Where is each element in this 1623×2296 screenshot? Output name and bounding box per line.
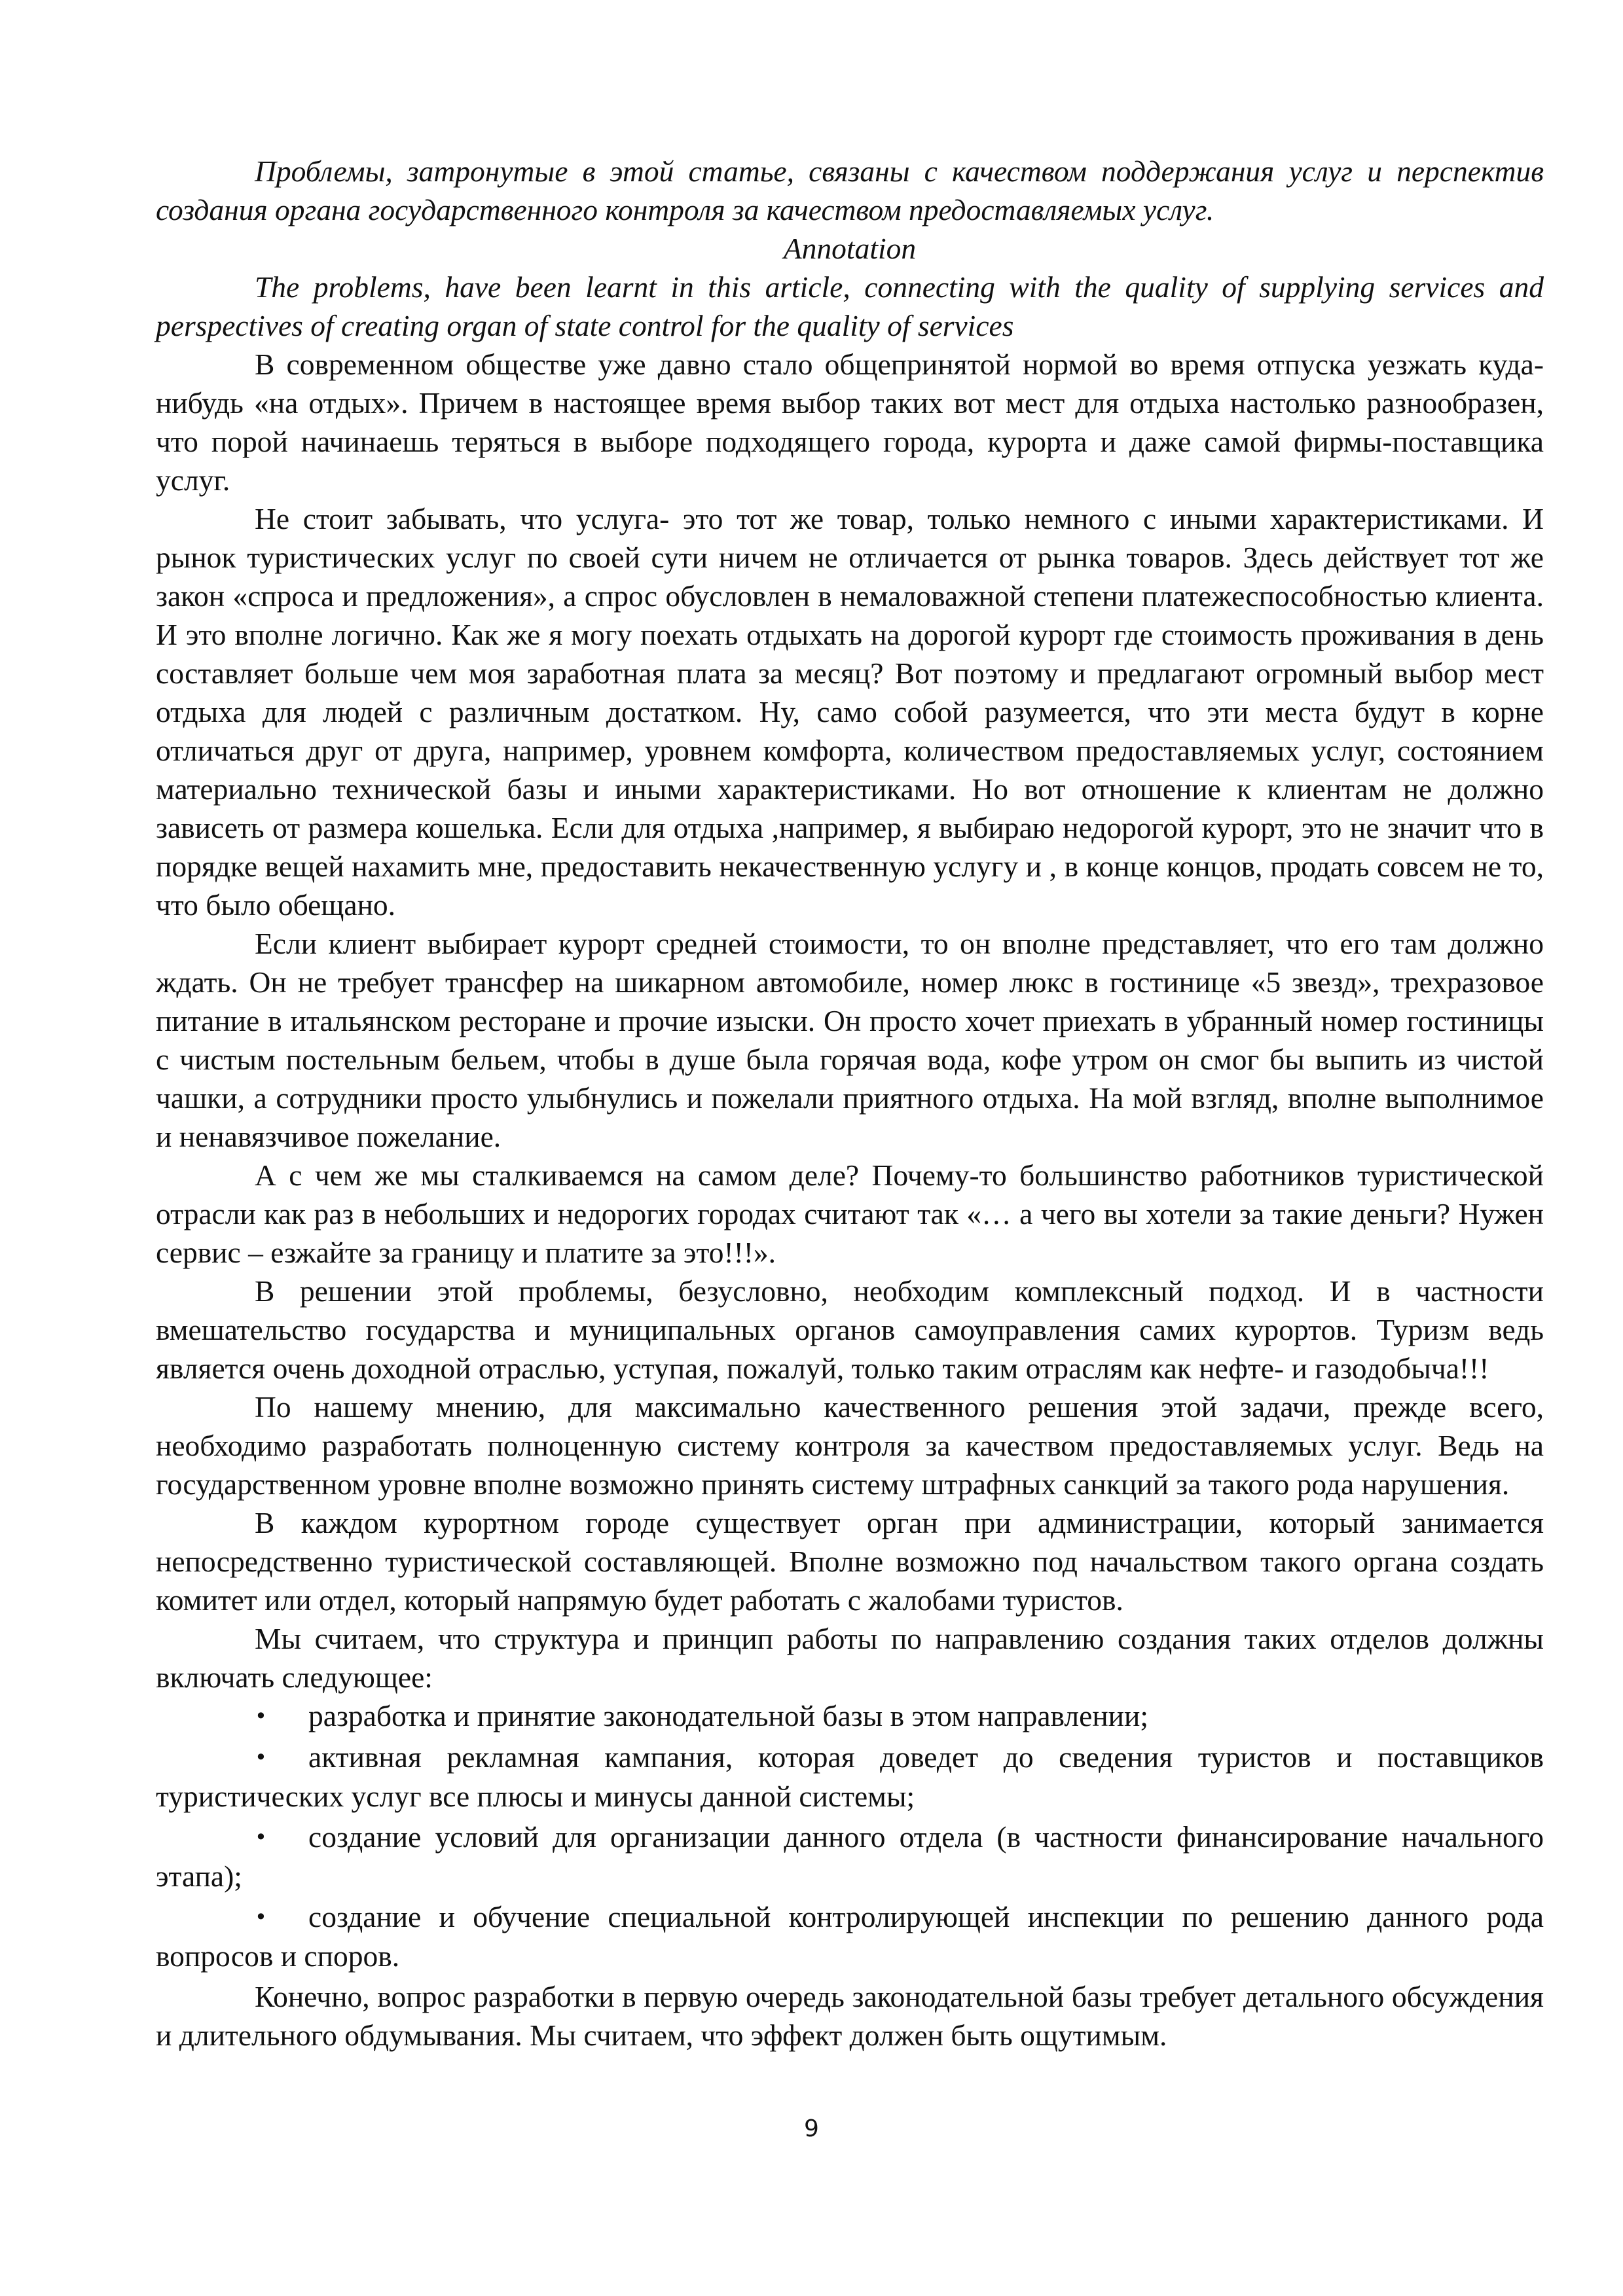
bullet-icon: • [255, 1704, 267, 1729]
paragraph-6: По нашему мнению, для максимально качественного решения этой задачи, прежде всего, необходимо разработать полноценную систему контроля за качеством предоставляемых услуг. Ведь на государственном уровне вполне возможно принять систему штрафных санкций за такого рода нарушения. [156, 1390, 1544, 1501]
paragraph-4: А с чем же мы сталкиваемся на самом деле? Почему-то большинство работников туристической отрасли как раз в небольших и недорогих городах считают так «… а чего вы хотели за такие деньги? Нужен сервис – езжайте за границу и платите за это!!!». [156, 1158, 1544, 1269]
bullet-text: разработка и принятие законодательной базы в этом направлении; [308, 1699, 1149, 1732]
bullet-text: активная рекламная кампания, которая доведет до сведения туристов и поставщиков туристических услуг все плюсы и минусы данной системы; [156, 1740, 1544, 1813]
paragraph-3: Если клиент выбирает курорт средней стоимости, то он вполне представляет, что его там должно ждать. Он не требует трансфер на шикарном автомобиле, номер люкс в гостинице «5 звезд», трехразовое питание в итальянском ресторане и прочие изыски. Он просто хочет приехать в убранный номер гостиницы с чистым постельным бельем, чтобы в душе была горячая вода, кофе утром он смог бы выпить из чистой чашки, а сотрудники просто улыбнулись и пожелали приятного отдыха. На мой взгляд, вполне выполнимое и ненавязчивое пожелание. [156, 927, 1544, 1153]
paragraph-7: В каждом курортном городе существует орган при администрации, который занимается непосредственно туристической составляющей. Вполне возможно под начальством такого органа создать комитет или отдел, который напрямую будет работать с жалобами туристов. [156, 1506, 1544, 1617]
bullet-item-1 [156, 1696, 1544, 1736]
bullet-icon: • [255, 1745, 267, 1770]
paragraph-1: В современном обществе уже давно стало общепринятой нормой во время отпуска уезжать куда-нибудь «на отдых». Причем в настоящее время выбор таких вот мест для отдыха настолько разнообразен, что порой начинаешь теряться в выборе подходящего города, курорта и даже самой фирмы-поставщика услуг. [156, 348, 1544, 497]
bullet-text: создание и обучение специальной контролирующей инспекции по решению данного рода вопросов и споров. [156, 1900, 1544, 1973]
bullet-item-4 [156, 1897, 1544, 1975]
annotation-heading: Annotation [783, 232, 917, 265]
abstract-russian: Проблемы, затронутые в этой статье, связаны с качеством поддержания услуг и перспектив создания органа государственного контроля за качеством предоставляемых услуг. [156, 154, 1544, 226]
bullet-item-3 [156, 1818, 1544, 1895]
abstract-english: The problems, have been learnt in this article, connecting with the quality of supplying services and perspectives of creating organ of state control for the quality of services [156, 270, 1544, 342]
page-number: 9 [804, 2115, 819, 2142]
page-content [156, 152, 1544, 2054]
final-paragraph: Конечно, вопрос разработки в первую очередь законодательной базы требует детального обсуждения и длительного обдумывания. Мы считаем, что эффект должен быть ощутимым. [156, 1980, 1544, 2052]
paragraph-8: Мы считаем, что структура и принцип работы по направлению создания таких отделов должны включать следующее: [156, 1622, 1544, 1694]
bullet-icon: • [255, 1905, 267, 1929]
bullet-item-2 [156, 1738, 1544, 1816]
bullet-list [156, 1696, 1544, 1975]
paragraph-2: Не стоит забывать, что услуга- это тот же товар, только немного с иными характеристиками. И рынок туристических услуг по своей сути ничем не отличается от рынка товаров. Здесь действует тот же закон «спроса и предложения», а спрос обусловлен в немаловажной степени платежеспособностью клиента. И это вполне логично. Как же я могу поехать отдыхать на дорогой курорт где стоимость проживания в день составляет больше чем моя заработная плата за месяц? Вот поэтому и предлагают огромный выбор мест отдыха для людей с различным достатком. Ну, само собой разумеется, что эти места будут в корне отличаться друг от друга, например, уровнем комфорта, количеством предоставляемых услуг, состоянием материально технической базы и иными характеристиками. Но вот отношение к клиентам не должно зависеть от размера кошелька. Если для отдыха ,например, я выбираю недорогой курорт, это не значит что в порядке вещей нахамить мне, предоставить некачественную услугу и , в конце концов, продать совсем не то, что было обещано. [156, 502, 1544, 922]
bullet-text: создание условий для организации данного отдела (в частности финансирование начального этапа); [156, 1820, 1544, 1893]
paragraph-5: В решении этой проблемы, безусловно, необходим комплексный подход. И в частности вмешательство государства и муниципальных органов самоуправления самих курортов. Туризм ведь является очень доходной отраслью, уступая, пожалуй, только таким отраслям как нефте- и газодобыча!!! [156, 1274, 1544, 1385]
bullet-icon: • [255, 1825, 267, 1850]
